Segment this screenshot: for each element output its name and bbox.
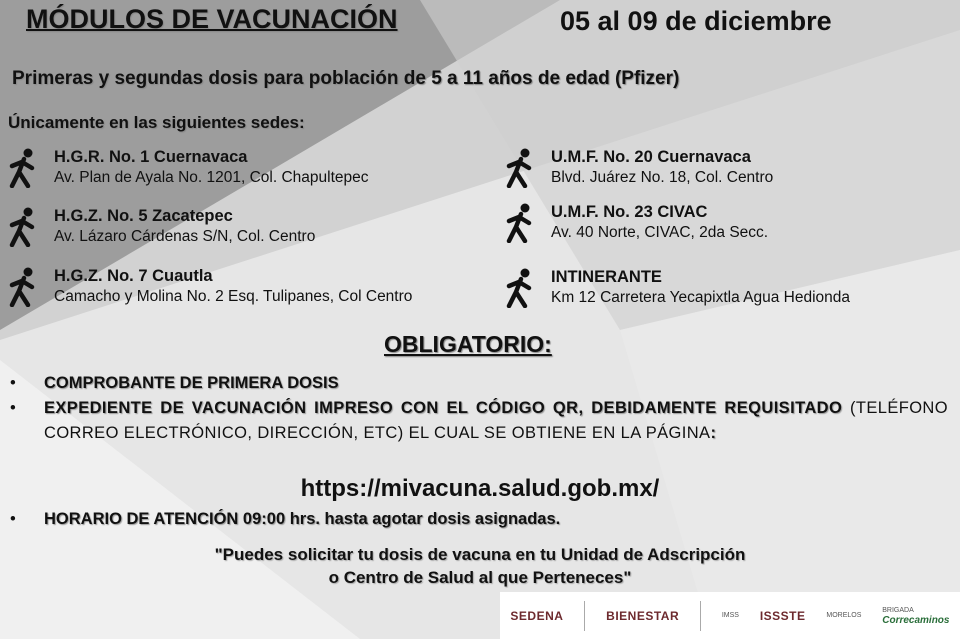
vaccine-website-url[interactable]: https://mivacuna.salud.gob.mx/ (300, 475, 660, 502)
venue-address: Camacho y Molina No. 2 Esq. Tulipanes, Col Centro (54, 288, 413, 305)
sedena-logo: SEDENA (510, 608, 564, 623)
venue-name: H.G.R. No. 1 Cuernavaca (54, 148, 248, 166)
requirement-colon: : (710, 424, 717, 442)
quote-line-1: "Puedes solicitar tu dosis de vacuna en tu Unidad de Adscripción (214, 545, 746, 564)
page-title: MÓDULOS DE VACUNACIÓN (26, 4, 398, 34)
morelos-logo: MORELOS (826, 612, 862, 619)
requirement-item (10, 396, 948, 446)
venue-address: Av. Lázaro Cárdenas S/N, Col. Centro (54, 228, 316, 245)
divider (584, 601, 585, 631)
bullet: • (10, 374, 16, 392)
venue-name: U.M.F. No. 20 Cuernavaca (551, 148, 751, 166)
subtitle: Primeras y segundas dosis para población de 5 a 11 años de edad (Pfizer) (12, 68, 680, 89)
requirement-item (10, 371, 948, 396)
requirements-heading: OBLIGATORIO: (384, 331, 552, 357)
partner-logos-bar (500, 592, 960, 639)
imss-logo: IMSS (721, 612, 739, 619)
requirement-text: COMPROBANTE DE PRIMERA DOSIS (44, 374, 339, 392)
venue-name: U.M.F. No. 23 CIVAC (551, 203, 708, 221)
venue-address: Av. 40 Norte, CIVAC, 2da Secc. (551, 224, 769, 241)
quote-line-2: o Centro de Salud al que Perteneces" (328, 568, 632, 587)
brigada-label: BRIGADA (882, 606, 914, 614)
requirement-bold: EXPEDIENTE DE VACUNACIÓN IMPRESO CON EL CÓDIGO QR, DEBIDAMENTE REQUISITADO (44, 399, 843, 417)
walking-person-icon (503, 268, 537, 308)
requirement-text (44, 396, 948, 446)
divider (700, 601, 701, 631)
venue-address: Blvd. Juárez No. 18, Col. Centro (551, 169, 774, 186)
walking-person-icon (503, 148, 537, 188)
bullet: • (10, 399, 16, 417)
venue-name: H.G.Z. No. 7 Cuautla (54, 267, 213, 285)
bullet: • (10, 510, 16, 528)
walking-person-icon (6, 207, 40, 247)
closing-quote (0, 543, 960, 589)
issste-logo: ISSSTE (759, 608, 806, 623)
venue-address: Km 12 Carretera Yecapixtla Agua Hedionda (551, 289, 851, 306)
walking-person-icon (503, 203, 537, 243)
walking-person-icon (6, 148, 40, 188)
venue-address: Av. Plan de Ayala No. 1201, Col. Chapultepec (54, 169, 369, 186)
venue-name: INTINERANTE (551, 268, 662, 286)
bienestar-logo: BIENESTAR (606, 608, 680, 623)
venue-name: H.G.Z. No. 5 Zacatepec (54, 207, 233, 225)
requirement-text: HORARIO DE ATENCIÓN 09:00 hrs. hasta agotar dosis asignadas. (44, 510, 561, 528)
date-range: 05 al 09 de diciembre (560, 6, 832, 36)
requirement-item (10, 507, 948, 532)
venues-label: Únicamente en las siguientes sedes: (8, 113, 305, 132)
correcaminos-label: Correcaminos (882, 614, 950, 626)
brigada-logo (882, 606, 949, 626)
walking-person-icon (6, 267, 40, 307)
requirement-rest: (TELÉFONO CORREO ELECTRÓNICO, DIRECCIÓN, ETC) EL CUAL SE OBTIENE EN LA PÁGINA (44, 399, 948, 442)
